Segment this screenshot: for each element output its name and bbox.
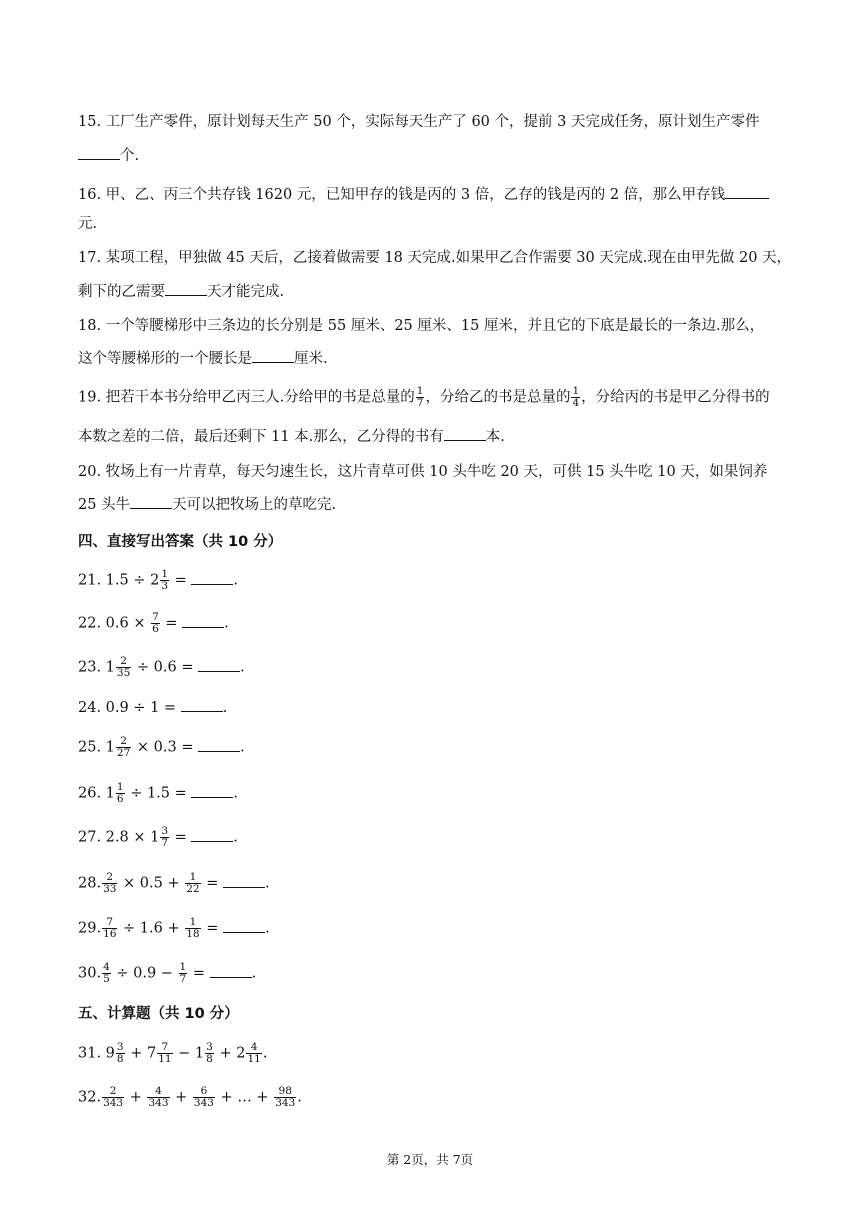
fraction: $\frac{7}{6}$: [152, 611, 159, 635]
question-23: 23. 1 $\frac{2}{35}$ ÷ 0.6 = .: [78, 655, 245, 679]
question-17-line-2: [78, 281, 284, 302]
question-30: 30. $\frac{4}{5}$ ÷ 0.9 − $\frac{1}{7}$ = .: [78, 961, 257, 985]
fraction: $\frac{4}{343}$: [148, 1085, 169, 1109]
question-20-line-2: [78, 494, 336, 515]
fraction: $\frac{4}{11}$: [247, 1041, 261, 1065]
fraction: $\frac{2}{33}$: [103, 871, 117, 895]
question-16-line-2: [78, 214, 97, 234]
question-20-text-2: 25 头牛: [78, 497, 131, 513]
answer-blank-17[interactable]: [165, 281, 207, 296]
question-15-text: 15. 工厂生产零件，原计划每天生产 50 个，实际每天生产了 60 个，提前 3 天完成任务，原计划生产零件: [78, 114, 760, 130]
fraction: $\frac{2}{27}$: [116, 735, 131, 759]
question-15-line-2: [78, 145, 139, 166]
question-17-text-2: 剩下的乙需要: [78, 284, 165, 300]
question-26: 26. 1 $\frac{1}{6}$ ÷ 1.5 = .: [78, 781, 238, 805]
question-19-text-3: ，分给丙的书是甲乙分得书的: [581, 389, 770, 406]
fraction: $\frac{7}{16}$: [103, 916, 117, 940]
question-19-line-2: [78, 426, 505, 447]
answer-blank-18[interactable]: [252, 348, 294, 363]
question-17-text: 17. 某项工程，甲独做 45 天后，乙接着做需要 18 天完成.如果甲乙合作需要 30 天完成.现在由甲先做 20 天，: [78, 250, 792, 266]
question-19-text-5: 本.: [485, 429, 505, 445]
answer-blank-15[interactable]: [78, 145, 120, 160]
question-19-text: 19. 把若干本书分给甲乙丙三人.分给甲的书是总量的: [78, 389, 415, 406]
answer-blank-20[interactable]: [130, 494, 172, 509]
fraction: $\frac{1}{7}$: [179, 961, 187, 985]
question-22: 22. 0.6 × $\frac{7}{6}$ = .: [78, 611, 229, 635]
answer-blank-25[interactable]: [198, 737, 240, 752]
question-18-text-3: 厘米.: [294, 351, 328, 367]
fraction: $\frac{2}{343}$: [103, 1085, 124, 1109]
question-31: 31. 9 $\frac{3}{8}$ + 7 $\frac{7}{11}$ − 1 $\frac{3}{8}$ + 2 $\frac{4}{11}$ .: [78, 1041, 268, 1065]
answer-blank-16[interactable]: [725, 184, 769, 199]
question-19-line-1: [78, 386, 770, 409]
question-18-line-2: [78, 348, 328, 369]
question-19-text-4: 本数之差的二倍，最后还剩下 11 本.那么，乙分得的书有: [78, 429, 444, 445]
question-28: 28. $\frac{2}{33}$ × 0.5 + $\frac{1}{22}$ = .: [78, 871, 270, 895]
fraction-one-quarter: $\frac{1}{4}$: [572, 385, 580, 409]
question-29: 29. $\frac{7}{16}$ ÷ 1.6 + $\frac{1}{18}$ = .: [78, 916, 270, 940]
fraction: $\frac{1}{18}$: [186, 916, 200, 940]
question-20-text: 20. 牧场上有一片青草，每天匀速生长，这片青草可供 10 头牛吃 20 天，可供 15 头牛吃 10 天，如果饲养: [78, 464, 768, 480]
answer-blank-26[interactable]: [191, 783, 233, 798]
question-24: 24. 0.9 ÷ 1 = .: [78, 697, 227, 718]
fraction: $\frac{3}{8}$: [206, 1041, 213, 1065]
section-4-heading: 四、直接写出答案（共 10 分）: [78, 534, 283, 550]
question-21: 21. 1.5 ÷ 2 $\frac{1}{3}$ = .: [78, 568, 238, 592]
question-20-line-1: [78, 462, 767, 482]
question-16-line-1: [78, 184, 769, 205]
question-15-line-1: [78, 112, 759, 132]
page-number-footer: 第 2页，共 7页: [386, 1152, 474, 1167]
fraction: $\frac{4}{5}$: [103, 961, 110, 985]
question-25: 25. 1 $\frac{2}{27}$ × 0.3 = .: [78, 735, 245, 759]
question-16-unit: 元.: [78, 216, 98, 232]
question-16-text: 16. 甲、乙、丙三个共存钱 1620 元，已知甲存的钱是丙的 3 倍，乙存的钱是丙的 2 倍，那么甲存钱: [78, 187, 726, 203]
fraction: $\frac{6}{343}$: [193, 1085, 214, 1109]
question-19-text-2: ，分给乙的书是总量的: [425, 389, 571, 406]
question-20-text-3: 天可以把牧场上的草吃完.: [172, 497, 337, 513]
section-5-heading: 五、计算题（共 10 分）: [78, 1006, 239, 1022]
fraction: $\frac{1}{22}$: [186, 871, 200, 895]
fraction: $\frac{3}{8}$: [116, 1041, 124, 1065]
question-17-line-1: [78, 248, 791, 268]
answer-blank-21[interactable]: [191, 570, 233, 585]
fraction: $\frac{3}{7}$: [161, 825, 169, 849]
answer-blank-23[interactable]: [198, 657, 240, 672]
answer-blank-30[interactable]: [210, 963, 252, 978]
fraction-one-seventh: $\frac{1}{7}$: [416, 385, 424, 409]
fraction: $\frac{1}{3}$: [161, 568, 169, 592]
question-17-text-3: 天才能完成.: [207, 284, 285, 300]
fraction: $\frac{7}{11}$: [158, 1041, 172, 1065]
answer-blank-27[interactable]: [191, 827, 233, 842]
answer-blank-29[interactable]: [223, 918, 265, 933]
answer-blank-28[interactable]: [223, 873, 265, 888]
question-32: 32. $\frac{2}{343}$ + $\frac{4}{343}$ + $\frac{6}{343}$ + … + $\frac{98}{343}$ .: [78, 1085, 302, 1109]
question-18-text: 18. 一个等腰梯形中三条边的长分别是 55 厘米、25 厘米、15 厘米，并且它的下底是最长的一条边.那么，: [78, 318, 765, 334]
question-18-text-2: 这个等腰梯形的一个腰长是: [78, 351, 252, 367]
answer-blank-24[interactable]: [181, 697, 223, 712]
fraction: $\frac{98}{343}$: [275, 1085, 296, 1109]
answer-blank-19[interactable]: [444, 426, 486, 441]
question-18-line-1: [78, 316, 764, 336]
question-27: 27. 2.8 × 1 $\frac{3}{7}$ = .: [78, 825, 238, 849]
answer-blank-22[interactable]: [182, 613, 224, 628]
question-15-unit: 个.: [120, 148, 140, 164]
fraction: $\frac{2}{35}$: [116, 655, 131, 679]
fraction: $\frac{1}{6}$: [116, 781, 124, 805]
